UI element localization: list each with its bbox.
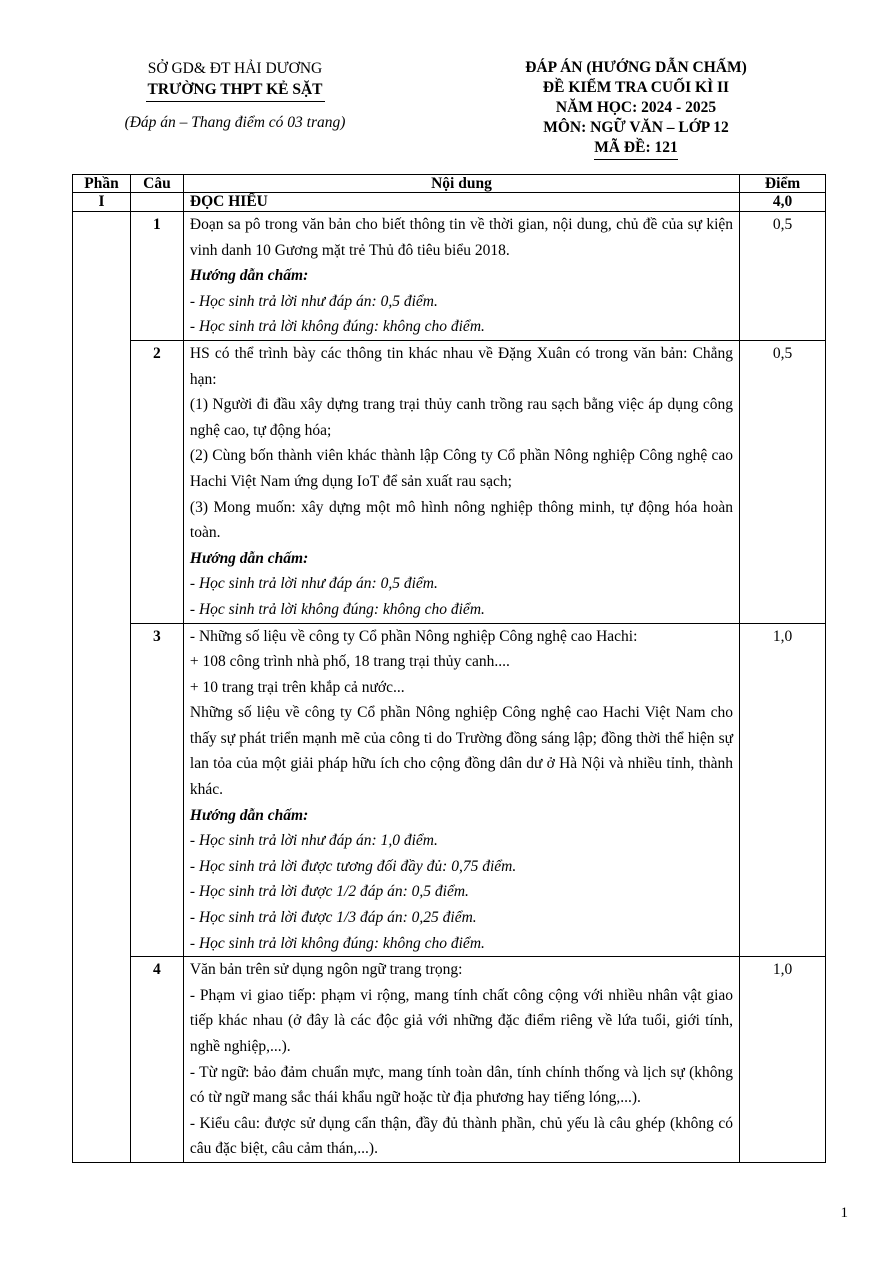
subject: MÔN: NGỮ VĂN – LỚP 12 — [543, 119, 729, 136]
grading-guide-item: - Học sinh trả lời không đúng: không cho điểm. — [189, 318, 485, 336]
section-score: 4,0 — [740, 193, 826, 212]
answer-line: Đoạn sa pô trong văn bản cho biết thông tin về thời gian, nội dung, chủ đề của sự kiện vinh danh 10 Gương mặt trẻ Thủ đô tiêu biểu 2018. — [189, 216, 734, 259]
question-row — [73, 340, 826, 623]
header-right — [486, 58, 786, 160]
question-row — [73, 957, 826, 1163]
question-score: 0,5 — [740, 340, 826, 623]
header-left — [95, 58, 375, 133]
page-note: (Đáp án – Thang điểm có 03 trang) — [124, 114, 346, 131]
section-part: I — [73, 193, 131, 212]
question-score: 0,5 — [740, 212, 826, 341]
grading-guide-item: - Học sinh trả lời như đáp án: 1,0 điểm. — [189, 832, 438, 850]
question-content — [183, 957, 739, 1163]
answer-line: - Kiểu câu: được sử dụng cẩn thận, đầy đủ thành phần, chủ yếu là câu ghép (không có câu đặc biệt, câu cảm thán,...). — [189, 1114, 734, 1158]
answer-line: + 108 công trình nhà phố, 18 trang trại thủy canh.... — [189, 653, 510, 671]
grading-guide-item: - Học sinh trả lời như đáp án: 0,5 điểm. — [189, 292, 438, 310]
answer-line: (1) Người đi đầu xây dựng trang trại thủy canh trồng rau sạch bằng việc áp dụng công nghệ cao, tự động hóa; — [189, 396, 734, 439]
grading-guide-item: - Học sinh trả lời không đúng: không cho điểm. — [189, 600, 485, 618]
page-number: 1 — [840, 1205, 848, 1221]
answer-line: - Từ ngữ: bảo đảm chuẩn mực, mang tính toàn dân, tính chính thống và lịch sự (không có từ ngữ mang sắc thái khẩu ngữ hoặc từ địa phương hay tiếng lóng,...). — [189, 1063, 734, 1107]
question-number: 3 — [130, 623, 183, 957]
question-row — [73, 623, 826, 957]
answer-line: - Phạm vi giao tiếp: phạm vi rộng, mang tính chất công cộng với nhiều nhân vật giao tiếp khác nhau (ở đây là các độc giả với những đặc điểm riêng về lứa tuổi, giới tính, nghề nghiệp,...). — [189, 986, 734, 1055]
exam-title: ĐỀ KIỂM TRA CUỐI KÌ II — [542, 79, 730, 96]
section-title: ĐỌC HIỂU — [183, 193, 739, 212]
question-number: 1 — [130, 212, 183, 341]
grading-guide-item: - Học sinh trả lời không đúng: không cho điểm. — [189, 934, 485, 952]
question-content — [183, 212, 739, 341]
answer-line: Những số liệu về công ty Cổ phần Nông nghiệp Công nghệ cao Hachi Việt Nam cho thấy sự phát triển mạnh mẽ của công ti do Trường đồng sáng lập; đồng thời thể hiện sự lan tỏa của một giải pháp hữu ích cho cộng đồng dân dư ở Hà Nội và nhiều tỉnh, thành khác. — [189, 704, 734, 799]
answer-line: + 10 trang trại trên khắp cả nước... — [189, 678, 405, 696]
answer-line: HS có thể trình bày các thông tin khác nhau về Đặng Xuân có trong văn bản: Chẳng hạn: — [189, 344, 734, 388]
grading-guide-item: - Học sinh trả lời được tương đối đầy đủ: 0,75 điểm. — [189, 857, 517, 875]
grading-guide-title: Hướng dẫn chấm: — [189, 549, 309, 567]
col-header-score: Điểm — [740, 175, 826, 193]
part-empty-cell — [73, 212, 131, 1163]
school-name: TRƯỜNG THPT KẺ SẶT — [146, 79, 325, 102]
question-score: 1,0 — [740, 957, 826, 1163]
col-header-content: Nội dung — [183, 175, 739, 193]
doc-title: ĐÁP ÁN (HƯỚNG DẪN CHẤM) — [525, 59, 747, 76]
grading-guide-item: - Học sinh trả lời được 1/2 đáp án: 0,5 điểm. — [189, 883, 469, 901]
answer-line: Văn bản trên sử dụng ngôn ngữ trang trọng: — [189, 961, 463, 979]
answer-table — [72, 174, 826, 1163]
school-year: NĂM HỌC: 2024 - 2025 — [555, 99, 717, 116]
grading-guide-title: Hướng dẫn chấm: — [189, 267, 309, 285]
section-empty-cell — [130, 193, 183, 212]
question-score: 1,0 — [740, 623, 826, 957]
answer-line: (3) Mong muốn: xây dựng một mô hình nông nghiệp thông minh, tự động hóa hoàn toàn. — [189, 498, 734, 542]
table-header-row — [73, 175, 826, 193]
question-row — [73, 212, 826, 341]
grading-guide-item: - Học sinh trả lời được 1/3 đáp án: 0,25 điểm. — [189, 909, 477, 927]
answer-line: - Những số liệu về công ty Cổ phần Nông nghiệp Công nghệ cao Hachi: — [189, 627, 638, 645]
grading-guide-title: Hướng dẫn chấm: — [189, 806, 309, 824]
question-number: 2 — [130, 340, 183, 623]
exam-code: MÃ ĐỀ: 121 — [594, 138, 678, 160]
section-row — [73, 193, 826, 212]
col-header-part: Phần — [73, 175, 131, 193]
dept-name: SỞ GD& ĐT HẢI DƯƠNG — [147, 60, 323, 77]
question-content — [183, 623, 739, 957]
question-content — [183, 340, 739, 623]
question-number: 4 — [130, 957, 183, 1163]
col-header-question: Câu — [130, 175, 183, 193]
grading-guide-item: - Học sinh trả lời như đáp án: 0,5 điểm. — [189, 575, 438, 593]
answer-line: (2) Cùng bốn thành viên khác thành lập Công ty Cổ phần Nông nghiệp Công nghệ cao Hachi Việt Nam ứng dụng IoT để sản xuất rau sạch; — [189, 447, 734, 490]
